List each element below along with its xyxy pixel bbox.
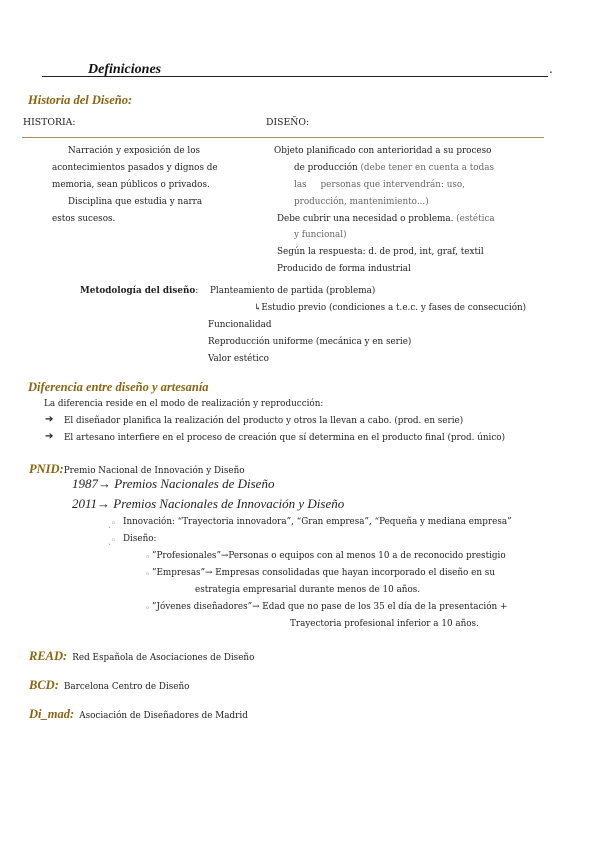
section-heading-diferencia: Diferencia entre diseño y artesanía [28,380,209,394]
metodologia-item: Funcionalidad [208,320,272,330]
metodologia-item: Planteamiento de partida (problema) [210,286,376,296]
pnid-jovenes: ”Jóvenes diseñadores”→ Edad que no pase de los 35 el día de la presentación + [152,602,508,612]
historia-line: acontecimientos pasados y dignos de [52,163,218,173]
page-title: Definiciones [88,62,162,77]
section-divider [22,137,544,138]
metodologia-item: ↳Estudio previo (condiciones a t.e.c. y fases de consecución) [254,303,527,313]
bcd-definition: BCD: Barcelona Centro de Diseño [29,678,190,692]
pnid-definition: PNID:Premio Nacional de Innovación y Diseño [29,462,245,476]
pnid-empresas-cont: estrategia empresarial durante menos de 10 años. [195,585,421,595]
diseno-line: producción, mantenimiento...) [294,197,429,207]
diseno-line: y funcional) [294,230,347,240]
historia-line: Narración y exposición de los [68,146,201,156]
diferencia-bullet: El artesano interfiere en el proceso de creación que sí determina en el producto final (prod. único) [64,433,506,443]
pnid-jovenes-cont: Trayectoria profesional inferior a 10 años. [290,619,479,629]
metodologia-label: Metodología del diseño: [80,286,199,296]
read-definition: READ: Red Española de Asociaciones de Diseño [29,649,255,663]
diseno-line: de producción (debe tener en cuenta a todas [294,163,494,173]
diseno-line: Objeto planificado con anterioridad a su proceso [274,146,492,156]
title-underline [42,76,548,77]
historia-line: memoria, sean públicos o privados. [52,180,210,190]
arrow-bullet-icon: ➔ [45,431,54,442]
diseno-line: Producido de forma industrial [277,264,411,274]
arrow-bullet-icon: ➔ [45,414,54,425]
metodologia-item: Reproducción uniforme (mecánica y en serie) [208,337,412,347]
pnid-diseno: Diseño: [123,534,157,544]
pnid-profesionales: ”Profesionales”→Personas o equipos con al menos 10 a de reconocido prestigio [152,551,506,561]
dot-bullet-icon: ◦ [145,553,151,563]
dot-bullet-icon: ◦ [145,604,151,614]
diferencia-bullet: El diseñador planifica la realización del producto y otros la llevan a cabo. (prod. en serie) [64,416,464,426]
title-dot: . [549,62,553,76]
diseno-line: Debe cubrir una necesidad o problema. (estética [277,214,495,224]
dot-bullet-icon: ◦ [145,570,151,580]
historia-line: estos sucesos. [52,214,116,224]
historia-line: Disciplina que estudia y narra [68,197,203,207]
pnid-innovacion: Innovación: “Trayectoria innovadora”, “Gran empresa”, “Pequeña y mediana empresa” [123,517,512,527]
pnid-empresas: ”Empresas”→ Empresas consolidadas que hayan incorporado el diseño en su [152,568,495,578]
diseno-line: las personas que intervendrán: uso, [294,180,465,190]
dimad-definition: Di_mad: Asociación de Diseñadores de Madrid [29,707,248,721]
sub-bullet-icon: ˎ◦ [108,536,117,546]
diferencia-intro: La diferencia reside en el modo de realización y reproducción: [44,399,324,409]
metodologia-item: Valor estético [208,354,269,364]
pnid-1987: 1987→ Premios Nacionales de Diseño [72,476,275,491]
section-heading-historia: Historia del Diseño: [28,93,133,107]
pnid-2011: 2011→ Premios Nacionales de Innovación y Diseño [72,496,345,511]
column-header-diseno: DISEÑO: [266,117,310,128]
column-header-historia: HISTORIA: [23,117,76,128]
diseno-line: Según la respuesta: d. de prod, int, graf, textil [277,247,484,257]
sub-bullet-icon: ˎ◦ [108,519,117,529]
